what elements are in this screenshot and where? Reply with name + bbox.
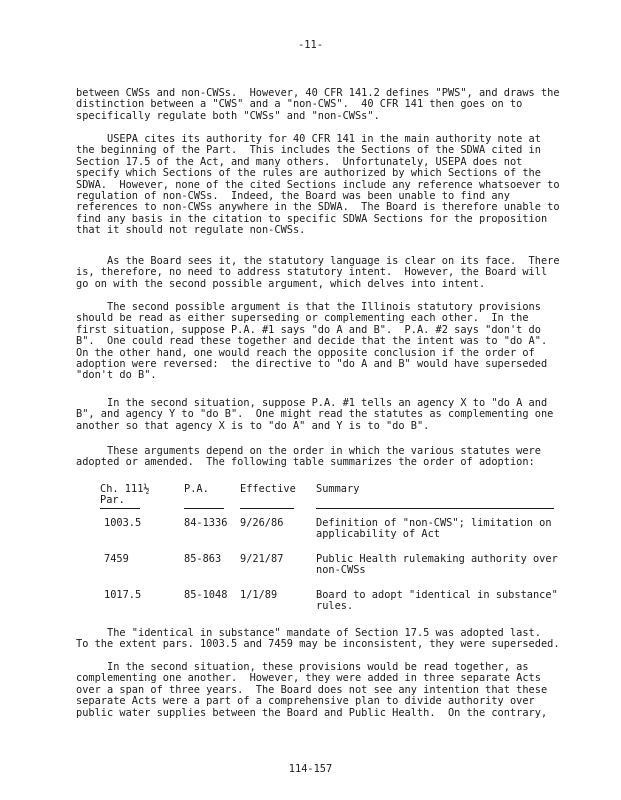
text-line: over a span of three years. The Board does not see any intention that these [76,683,548,696]
cell-effective: 9/21/87 [240,553,284,565]
column-header-summary: Summary [316,483,360,495]
paragraph-7 [76,627,560,651]
cell-pa: 84-1336 [184,517,228,529]
page-footer: 114-157 [288,763,333,775]
cell-summary: Board to adopt "identical in substance" [316,589,558,601]
header-rule [184,508,224,509]
text-line: is, therefore, no need to address statutory intent. However, the Board will [76,266,548,279]
text-line: should be read as either superseding or complementing each other. In the [76,312,529,325]
text-line: The second possible argument is that the Illinois statutory provisions [76,301,541,313]
text-line: the beginning of the Part. This includes the Sections of the SDWA cited in [76,144,541,157]
text-line: between CWSs and non-CWSs. However, 40 CFR 141.2 defines "PWS", and draws the [76,87,560,99]
page-number: -11- [298,39,323,51]
text-line: B", and agency Y to "do B". One might read the statutes as complementing one [76,408,554,421]
text-line: adoption were reversed: the directive to "do A and B" would have superseded [76,358,548,371]
paragraph-8 [76,662,556,719]
text-line: regulation of non-CWSs. Indeed, the Board was been unable to find any [76,190,510,203]
column-header-pa: P.A. [184,483,209,495]
cell-summary: applicability of Act [316,528,440,540]
cell-summary: non-CWSs [316,564,366,576]
header-rule [100,508,140,509]
text-line: USEPA cites its authority for 40 CFR 141 in the main authority note at [76,133,541,145]
paragraph-4 [76,302,556,382]
column-header-chapter: Ch. 111½ [100,483,150,495]
column-header-par: Par. [100,494,125,506]
text-line: separate Acts were a part of a comprehensive plan to divide authority over [76,695,535,708]
text-line: public water supplies between the Board and Public Health. On the contrary, [76,706,548,719]
text-line: specifically regulate both "CWSs" and "non-CWSs". [76,109,380,122]
text-line: "don't do B". [76,369,157,382]
cell-par: 1017.5 [104,589,142,601]
paragraph-2 [76,133,560,237]
text-line: specify which Sections of the rules are authorized by which Sections of the [76,167,541,180]
text-line: adopted or amended. The following table summarizes the order of adoption: [76,456,535,469]
text-line: references to non-CWSs anywhere in the SDWA. The Board is therefore unable to [76,201,560,214]
text-line: To the extent pars. 1003.5 and 7459 may be inconsistent, they were superseded. [76,638,560,651]
paragraph-6 [76,446,556,469]
paragraph-1 [76,87,560,122]
cell-summary: Definition of "non-CWS"; limitation on [316,517,552,529]
text-line: In the second situation, these provisions would be read together, as [76,661,529,673]
text-line: go on with the second possible argument, which delves into intent. [76,277,486,290]
text-line: distinction between a "CWS" and a "non-CWS". 40 CFR 141 then goes on to [76,98,523,111]
text-line: On the other hand, one would reach the opposite conclusion if the order of [76,346,535,359]
cell-par: 1003.5 [104,517,142,529]
cell-effective: 9/26/86 [240,517,284,529]
text-line: These arguments depend on the order in which the various statutes were [76,445,541,457]
text-line: In the second situation, suppose P.A. #1 tells an agency X to "do A and [76,397,548,409]
paragraph-3 [76,255,560,290]
text-line: complementing one another. However, they were added in three separate Acts [76,672,541,685]
cell-pa: 85-1048 [184,589,228,601]
text-line: find any basis in the citation to specific SDWA Sections for the proposition [76,212,548,225]
text-line: SDWA. However, none of the cited Sections include any reference whatsoever to [76,178,560,191]
text-line: As the Board sees it, the statutory language is clear on its face. There [76,255,560,267]
text-line: that it should not regulate non-CWSs. [76,224,306,237]
cell-effective: 1/1/89 [240,589,278,601]
text-line: The "identical in substance" mandate of Section 17.5 was adopted last. [76,627,541,639]
cell-summary: rules. [316,600,354,612]
header-rule [316,508,554,509]
column-header-effective: Effective [240,483,296,495]
paragraph-5 [76,398,556,432]
text-line: first situation, suppose P.A. #1 says "do A and B". P.A. #2 says "don't do [76,323,541,336]
cell-summary: Public Health rulemaking authority over [316,553,558,565]
text-line: B". One could read these together and decide that the intent was to "do A". [76,335,548,348]
header-rule [240,508,294,509]
text-line: another so that agency X is to "do A" and Y is to "do B". [76,419,430,432]
cell-pa: 85-863 [184,553,222,565]
cell-par: 7459 [104,553,129,565]
text-line: Section 17.5 of the Act, and many others. Unfortunately, USEPA does not [76,155,523,168]
